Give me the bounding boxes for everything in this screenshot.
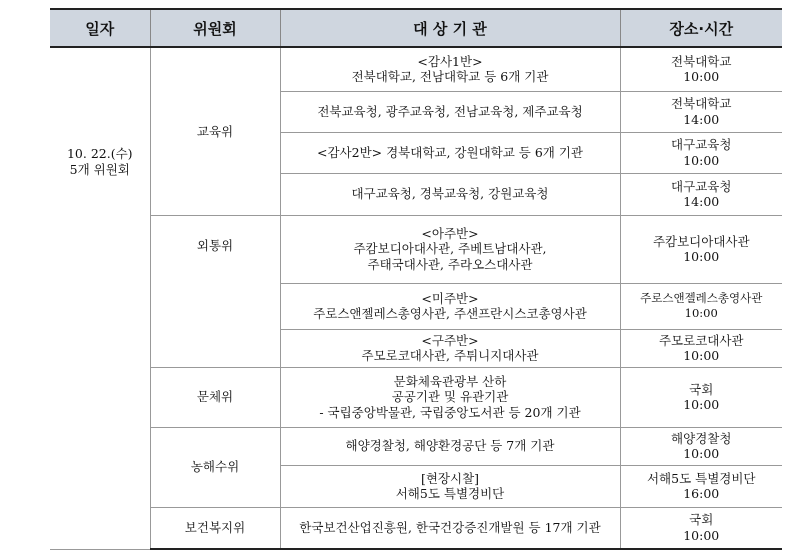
targets-cell: 해양경찰청, 해양환경공단 등 7개 기관 — [280, 427, 620, 465]
header-targets: 대 상 기 관 — [280, 9, 620, 47]
header-place-time: 장소·시간 — [620, 9, 782, 47]
targets-cell: <감사2반> 경북대학교, 강원대학교 등 6개 기관 — [280, 132, 620, 173]
table-row — [50, 367, 782, 427]
place-time-cell: 대구교육청 10:00 — [620, 132, 782, 173]
table-row — [50, 215, 782, 283]
date-cell — [50, 47, 150, 549]
committee-culture: 문체위 — [150, 367, 280, 427]
targets-cell: 한국보건산업진흥원, 한국건강증진개발원 등 17개 기관 — [280, 507, 620, 549]
place-time-cell: 주모로코대사관 10:00 — [620, 329, 782, 367]
place-time-cell: 국회 10:00 — [620, 367, 782, 427]
table-row — [50, 507, 782, 549]
date-label: 10. 22.(수) — [66, 146, 133, 161]
place-time-cell: 해양경찰청 10:00 — [620, 427, 782, 465]
targets-cell: 문화체육관광부 산하 공공기관 및 유관기관 - 국립중앙박물관, 국립중앙도서관 등 20개 기관 — [280, 367, 620, 427]
place-time-cell: 주캄보디아대사관 10:00 — [620, 215, 782, 283]
place-time-cell: 국회 10:00 — [620, 507, 782, 549]
place-time-cell: 서해5도 특별경비단 16:00 — [620, 465, 782, 507]
header-date: 일자 — [50, 9, 150, 47]
header-row — [50, 9, 782, 47]
targets-cell: <미주반> 주로스앤젤레스총영사관, 주샌프란시스코총영사관 — [280, 283, 620, 329]
place-time-cell: 전북대학교 14:00 — [620, 91, 782, 132]
committee-foreign: 외통위 — [150, 215, 280, 367]
place-time-cell: 대구교육청 14:00 — [620, 173, 782, 215]
place-time-cell: 전북대학교 10:00 — [620, 47, 782, 91]
targets-cell: <아주반> 주캄보디아대사관, 주베트남대사관, 주태국대사관, 주라오스대사관 — [280, 215, 620, 283]
place-time-cell: 주로스앤젤레스총영사관 10:00 — [620, 283, 782, 329]
committee-count: 5개 위원회 — [69, 161, 130, 177]
committee-agri: 농해수위 — [150, 427, 280, 507]
committee-health: 보건복지위 — [150, 507, 280, 549]
inspection-schedule-table — [50, 8, 782, 550]
targets-cell: [현장시찰] 서해5도 특별경비단 — [280, 465, 620, 507]
header-committee: 위원회 — [150, 9, 280, 47]
committee-education: 교육위 — [150, 47, 280, 215]
targets-cell: <감사1반> 전북대학교, 전남대학교 등 6개 기관 — [280, 47, 620, 91]
targets-cell: <구주반> 주모로코대사관, 주튀니지대사관 — [280, 329, 620, 367]
table-row — [50, 427, 782, 465]
targets-cell: 전북교육청, 광주교육청, 전남교육청, 제주교육청 — [280, 91, 620, 132]
targets-cell: 대구교육청, 경북교육청, 강원교육청 — [280, 173, 620, 215]
table-row — [50, 47, 782, 91]
